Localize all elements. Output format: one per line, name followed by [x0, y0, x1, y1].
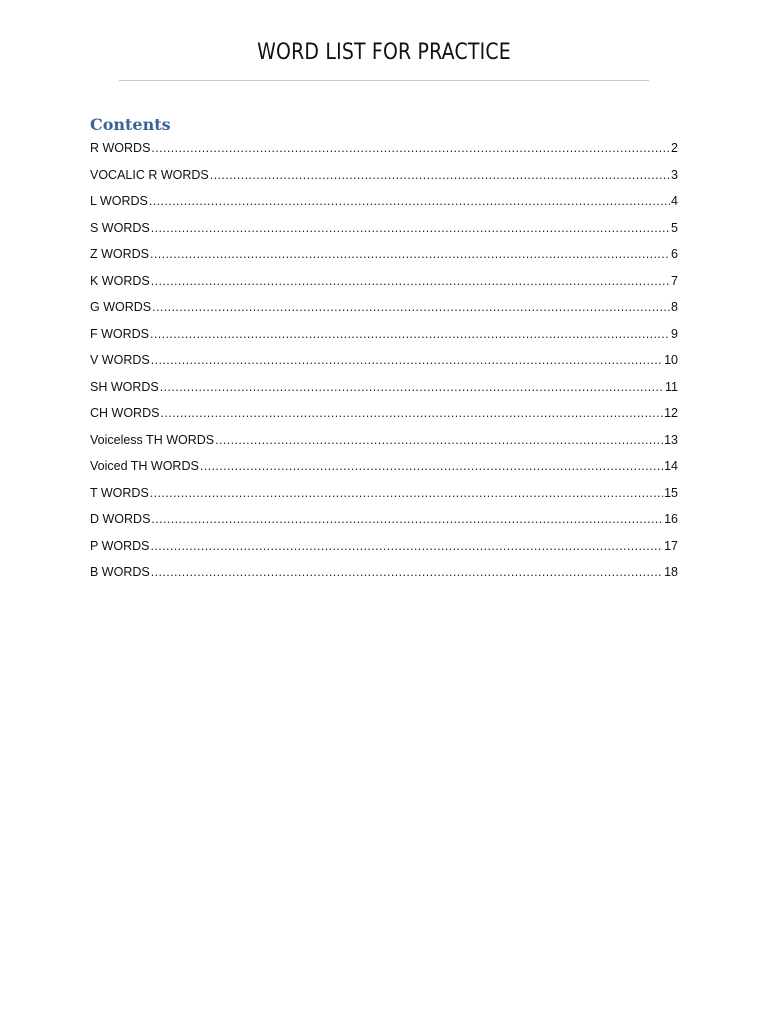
toc-entry-page: 17: [664, 538, 678, 553]
toc-entry[interactable]: [90, 561, 678, 588]
toc-entry-label: SH WORDS: [90, 379, 159, 394]
toc-entry[interactable]: [90, 164, 678, 191]
toc-entry[interactable]: [90, 482, 678, 509]
toc-entry[interactable]: [90, 349, 678, 376]
toc-dot-leader: [151, 137, 670, 159]
toc-entry-label: V WORDS: [90, 353, 150, 367]
toc-entry[interactable]: [90, 217, 678, 244]
toc-dot-leader: [150, 482, 663, 504]
toc-entry-label: P WORDS: [90, 538, 150, 553]
toc-dot-leader: [150, 323, 670, 345]
toc-dot-leader: [151, 217, 670, 239]
toc-entry-label: T WORDS: [90, 485, 149, 500]
toc-dot-leader: [215, 429, 663, 451]
toc-entry-page: 6: [671, 247, 678, 261]
toc-dot-leader: [200, 455, 663, 477]
toc-entry[interactable]: [90, 323, 678, 350]
toc-entry-page: 14: [664, 459, 678, 473]
toc-entry-page: 8: [671, 300, 678, 314]
toc-entry-page: 10: [664, 353, 678, 367]
toc-entry-label: F WORDS: [90, 326, 150, 341]
toc-dot-leader: [150, 243, 670, 265]
toc-entry-label: B WORDS: [90, 565, 150, 579]
toc-entry-page: 18: [664, 565, 678, 579]
contents-heading: Contents: [90, 115, 171, 134]
toc-entry-page: 9: [671, 326, 678, 341]
toc-dot-leader: [149, 190, 670, 212]
toc-dot-leader: [160, 402, 663, 424]
toc-dot-leader: [160, 376, 664, 398]
toc-entry-label: R WORDS: [90, 141, 151, 155]
toc-dot-leader: [151, 561, 663, 583]
toc-entry[interactable]: [90, 455, 678, 482]
toc-entry-label: D WORDS: [90, 512, 151, 526]
toc-entry[interactable]: [90, 243, 678, 270]
toc-dot-leader: [151, 508, 663, 530]
toc-entry[interactable]: [90, 429, 678, 456]
toc-entry[interactable]: [90, 402, 678, 429]
toc-entry-label: VOCALIC R WORDS: [90, 167, 209, 182]
toc-entry-page: 5: [671, 220, 678, 235]
toc-dot-leader: [152, 296, 670, 318]
toc-entry-page: 15: [664, 485, 678, 500]
toc-dot-leader: [151, 270, 670, 292]
toc-entry-page: 2: [671, 141, 678, 155]
toc-entry[interactable]: [90, 296, 678, 323]
toc-entry-label: Voiceless TH WORDS: [90, 432, 215, 447]
toc-entry-page: 11: [665, 379, 678, 394]
toc-entry[interactable]: [90, 376, 678, 403]
title-divider: [119, 80, 649, 81]
toc-entry-label: K WORDS: [90, 273, 150, 288]
toc-dot-leader: [210, 164, 670, 186]
toc-dot-leader: [151, 349, 663, 371]
toc-entry[interactable]: [90, 270, 678, 297]
document-title: WORD LIST FOR PRACTICE: [257, 40, 511, 65]
toc-entry-page: 3: [671, 167, 678, 182]
toc-entry[interactable]: [90, 137, 678, 164]
toc-entry-page: 16: [664, 512, 678, 526]
table-of-contents: [90, 137, 678, 588]
toc-entry[interactable]: [90, 508, 678, 535]
toc-entry[interactable]: [90, 535, 678, 562]
toc-entry-page: 7: [671, 273, 678, 288]
toc-entry-label: Voiced TH WORDS: [90, 459, 199, 473]
toc-entry-page: 12: [664, 406, 678, 420]
toc-dot-leader: [151, 535, 664, 557]
toc-entry-page: 13: [664, 432, 678, 447]
toc-entry[interactable]: [90, 190, 678, 217]
toc-entry-label: S WORDS: [90, 220, 150, 235]
toc-entry-label: Z WORDS: [90, 247, 150, 261]
toc-entry-label: G WORDS: [90, 300, 152, 314]
toc-entry-label: CH WORDS: [90, 406, 160, 420]
toc-entry-page: 4: [671, 194, 678, 208]
toc-entry-label: L WORDS: [90, 194, 148, 208]
